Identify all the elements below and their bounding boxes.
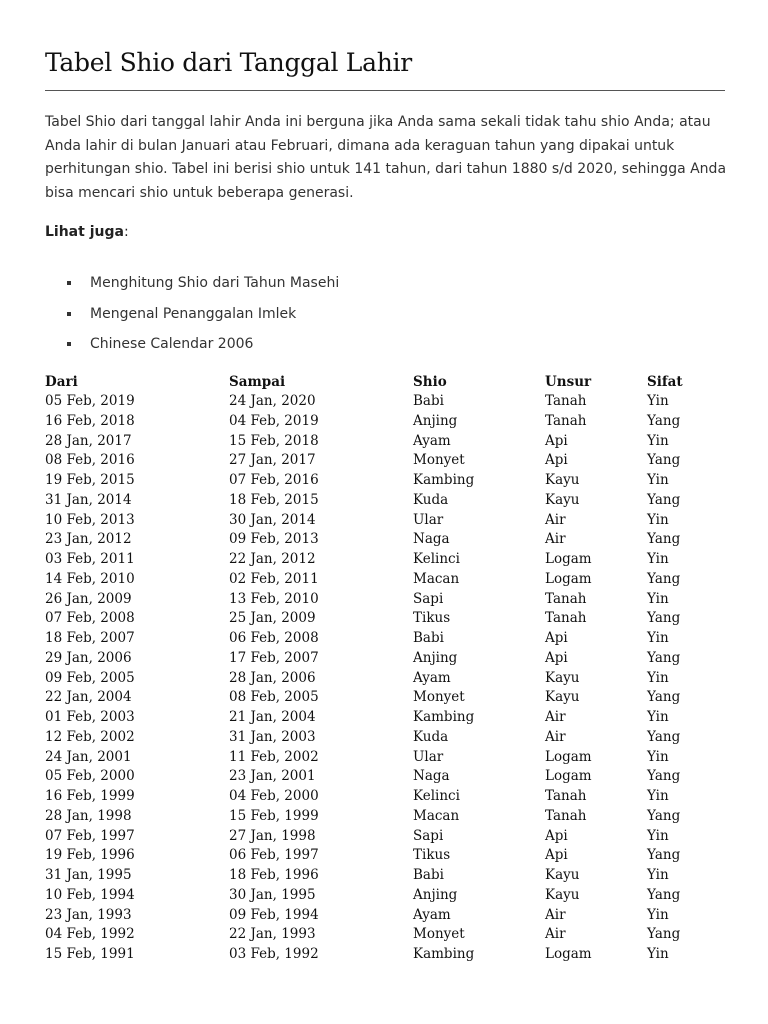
see-also-list — [45, 271, 339, 363]
table-row — [45, 767, 725, 787]
cell-dari: 01 Feb, 2003 — [45, 709, 135, 725]
cell-sampai: 15 Feb, 1999 — [229, 807, 319, 824]
table-row — [45, 688, 725, 708]
cell-unsur: Kayu — [545, 491, 580, 508]
cell-shio: Babi — [413, 867, 444, 883]
cell-sifat: Yin — [647, 590, 669, 607]
cell-sampai: 27 Jan, 1998 — [229, 827, 316, 844]
cell-unsur: Logam — [545, 748, 592, 765]
cell-unsur: Kayu — [545, 689, 580, 706]
cell-dari: 18 Feb, 2007 — [45, 630, 135, 646]
cell-sifat: Yin — [647, 788, 669, 804]
table-row — [45, 629, 725, 649]
cell-unsur: Tanah — [545, 590, 587, 607]
cell-sampai: 06 Feb, 1997 — [229, 847, 319, 864]
cell-sampai: 08 Feb, 2005 — [229, 689, 319, 706]
cell-sifat: Yang — [647, 531, 681, 548]
cell-shio: Ular — [413, 748, 444, 765]
table-row — [45, 728, 725, 748]
table-row — [45, 412, 725, 432]
cell-sifat: Yang — [647, 926, 681, 943]
cell-unsur: Tanah — [545, 788, 587, 804]
header-sifat: Sifat — [647, 374, 683, 390]
table-row — [45, 471, 725, 491]
cell-unsur: Logam — [545, 768, 592, 785]
table-row — [45, 432, 725, 452]
cell-shio: Ayam — [413, 669, 451, 686]
cell-sampai: 24 Jan, 2020 — [229, 393, 316, 409]
cell-dari: 05 Feb, 2019 — [45, 393, 135, 409]
table-row — [45, 886, 725, 906]
cell-shio: Ayam — [413, 432, 451, 449]
cell-dari: 29 Jan, 2006 — [45, 649, 132, 666]
cell-dari: 16 Feb, 2018 — [45, 412, 135, 429]
cell-dari: 28 Jan, 1998 — [45, 807, 132, 824]
cell-sampai: 03 Feb, 1992 — [229, 946, 319, 962]
cell-unsur: Air — [545, 511, 566, 528]
cell-sifat: Yang — [647, 886, 681, 903]
cell-sampai: 18 Feb, 1996 — [229, 867, 319, 883]
cell-unsur: Api — [545, 630, 568, 646]
cell-sampai: 07 Feb, 2016 — [229, 472, 319, 488]
cell-sifat: Yang — [647, 412, 681, 429]
cell-sifat: Yang — [647, 649, 681, 666]
cell-unsur: Air — [545, 926, 566, 943]
cell-dari: 22 Jan, 2004 — [45, 689, 132, 706]
cell-sifat: Yin — [647, 630, 669, 646]
cell-unsur: Api — [545, 827, 568, 844]
cell-sampai: 28 Jan, 2006 — [229, 669, 316, 686]
cell-dari: 04 Feb, 1992 — [45, 926, 135, 943]
cell-shio: Kelinci — [413, 551, 460, 567]
see-also-label: Lihat juga — [45, 224, 124, 240]
cell-sifat: Yin — [647, 867, 669, 883]
cell-dari: 23 Jan, 2012 — [45, 531, 132, 548]
table-row — [45, 827, 725, 847]
table-row — [45, 649, 725, 669]
cell-dari: 09 Feb, 2005 — [45, 669, 135, 686]
cell-dari: 19 Feb, 2015 — [45, 472, 135, 488]
header-sampai: Sampai — [229, 374, 286, 390]
cell-sampai: 18 Feb, 2015 — [229, 491, 319, 508]
table-row — [45, 609, 725, 629]
cell-shio: Ayam — [413, 906, 451, 923]
cell-unsur: Kayu — [545, 472, 580, 488]
cell-sampai: 27 Jan, 2017 — [229, 452, 316, 469]
cell-shio: Ular — [413, 511, 444, 528]
intro-paragraph: Tabel Shio dari tanggal lahir Anda ini berguna jika Anda sama sekali tidak tahu shio Anda; atau Anda lahir di bulan Januari atau Februari, dimana ada keraguan tahun yang dipakai untuk perhitungan shio. Tabel ini berisi shio untuk 141 tahun, dari tahun 1880 s/d 2020, sehingga Anda bisa mencari shio untuk beberapa generasi. — [45, 114, 727, 201]
cell-shio: Babi — [413, 630, 444, 646]
cell-shio: Macan — [413, 570, 460, 587]
cell-sampai: 06 Feb, 2008 — [229, 630, 319, 646]
cell-sifat: Yin — [647, 827, 669, 844]
cell-sifat: Yin — [647, 472, 669, 488]
table-row — [45, 708, 725, 728]
cell-unsur: Air — [545, 531, 566, 548]
cell-sampai: 17 Feb, 2007 — [229, 649, 319, 666]
table-row — [45, 491, 725, 511]
header-shio: Shio — [413, 374, 447, 390]
cell-dari: 03 Feb, 2011 — [45, 551, 135, 567]
cell-sifat: Yang — [647, 807, 681, 824]
cell-unsur: Api — [545, 432, 568, 449]
cell-shio: Monyet — [413, 452, 465, 469]
cell-shio: Anjing — [413, 886, 458, 903]
cell-unsur: Tanah — [545, 393, 587, 409]
link-chinese-calendar[interactable]: Chinese Calendar 2006 — [45, 332, 339, 363]
cell-dari: 31 Jan, 2014 — [45, 491, 132, 508]
cell-shio: Babi — [413, 393, 444, 409]
cell-sifat: Yin — [647, 669, 669, 686]
cell-dari: 31 Jan, 1995 — [45, 867, 132, 883]
cell-unsur: Air — [545, 728, 566, 745]
cell-sampai: 23 Jan, 2001 — [229, 768, 316, 785]
shio-table — [45, 372, 725, 965]
cell-sampai: 11 Feb, 2002 — [229, 748, 319, 765]
cell-unsur: Tanah — [545, 807, 587, 824]
cell-dari: 10 Feb, 2013 — [45, 511, 135, 528]
cell-dari: 15 Feb, 1991 — [45, 946, 135, 962]
table-header-row — [45, 372, 725, 392]
table-row — [45, 906, 725, 926]
table-row — [45, 925, 725, 945]
cell-dari: 10 Feb, 1994 — [45, 886, 135, 903]
cell-unsur: Logam — [545, 570, 592, 587]
table-row — [45, 846, 725, 866]
header-unsur: Unsur — [545, 374, 592, 390]
cell-unsur: Api — [545, 452, 568, 469]
cell-dari: 16 Feb, 1999 — [45, 788, 135, 804]
cell-sifat: Yang — [647, 728, 681, 745]
cell-shio: Kambing — [413, 709, 475, 725]
table-row — [45, 570, 725, 590]
cell-dari: 07 Feb, 2008 — [45, 610, 135, 627]
cell-sifat: Yin — [647, 748, 669, 765]
table-row — [45, 511, 725, 531]
table-row — [45, 550, 725, 570]
cell-unsur: Api — [545, 649, 568, 666]
cell-sampai: 22 Jan, 1993 — [229, 926, 316, 943]
cell-shio: Monyet — [413, 689, 465, 706]
table-row — [45, 392, 725, 412]
table-row — [45, 807, 725, 827]
cell-sampai: 02 Feb, 2011 — [229, 570, 319, 587]
cell-sifat: Yang — [647, 689, 681, 706]
cell-sifat: Yang — [647, 491, 681, 508]
cell-sampai: 30 Jan, 1995 — [229, 886, 316, 903]
cell-shio: Kuda — [413, 491, 449, 508]
cell-sampai: 13 Feb, 2010 — [229, 590, 319, 607]
table-body — [45, 392, 725, 965]
cell-dari: 23 Jan, 1993 — [45, 906, 132, 923]
cell-shio: Naga — [413, 768, 450, 785]
cell-dari: 24 Jan, 2001 — [45, 748, 132, 765]
cell-unsur: Air — [545, 906, 566, 923]
table-row — [45, 669, 725, 689]
title-divider — [45, 90, 725, 91]
table-row — [45, 748, 725, 768]
cell-sifat: Yin — [647, 709, 669, 725]
cell-dari: 28 Jan, 2017 — [45, 432, 132, 449]
cell-unsur: Air — [545, 709, 566, 725]
cell-dari: 26 Jan, 2009 — [45, 590, 132, 607]
cell-shio: Macan — [413, 807, 460, 824]
cell-unsur: Logam — [545, 551, 592, 567]
cell-shio: Anjing — [413, 412, 458, 429]
cell-sifat: Yang — [647, 610, 681, 627]
cell-unsur: Tanah — [545, 610, 587, 627]
cell-sampai: 21 Jan, 2004 — [229, 709, 316, 725]
cell-unsur: Tanah — [545, 412, 587, 429]
cell-dari: 12 Feb, 2002 — [45, 728, 135, 745]
link-menghitung-shio[interactable]: Menghitung Shio dari Tahun Masehi — [45, 271, 339, 302]
cell-unsur: Kayu — [545, 669, 580, 686]
cell-unsur: Logam — [545, 946, 592, 962]
table-row — [45, 945, 725, 965]
see-also-colon: : — [123, 224, 129, 240]
table-row — [45, 866, 725, 886]
cell-sampai: 22 Jan, 2012 — [229, 551, 316, 567]
cell-dari: 05 Feb, 2000 — [45, 768, 135, 785]
cell-sampai: 04 Feb, 2019 — [229, 412, 319, 429]
cell-sampai: 04 Feb, 2000 — [229, 788, 319, 804]
cell-sifat: Yin — [647, 511, 669, 528]
cell-shio: Kambing — [413, 946, 475, 962]
cell-dari: 19 Feb, 1996 — [45, 847, 135, 864]
cell-shio: Naga — [413, 531, 450, 548]
cell-sampai: 25 Jan, 2009 — [229, 610, 316, 627]
cell-shio: Sapi — [413, 827, 444, 844]
cell-sifat: Yang — [647, 570, 681, 587]
cell-shio: Kelinci — [413, 788, 460, 804]
cell-shio: Sapi — [413, 590, 444, 607]
see-also-heading — [45, 224, 129, 240]
header-dari: Dari — [45, 374, 78, 390]
cell-sifat: Yin — [647, 906, 669, 923]
cell-shio: Kambing — [413, 472, 475, 488]
cell-unsur: Kayu — [545, 867, 580, 883]
cell-sifat: Yin — [647, 551, 669, 567]
cell-sampai: 31 Jan, 2003 — [229, 728, 316, 745]
cell-sifat: Yang — [647, 768, 681, 785]
table-row — [45, 530, 725, 550]
cell-shio: Tikus — [413, 610, 451, 627]
cell-sampai: 30 Jan, 2014 — [229, 511, 316, 528]
page-title: Tabel Shio dari Tanggal Lahir — [45, 48, 412, 77]
link-penanggalan-imlek[interactable]: Mengenal Penanggalan Imlek — [45, 302, 339, 333]
cell-unsur: Api — [545, 847, 568, 864]
table-row — [45, 787, 725, 807]
cell-sifat: Yin — [647, 393, 669, 409]
cell-unsur: Kayu — [545, 886, 580, 903]
cell-sifat: Yang — [647, 847, 681, 864]
cell-dari: 14 Feb, 2010 — [45, 570, 135, 587]
cell-sifat: Yang — [647, 452, 681, 469]
cell-sifat: Yin — [647, 432, 669, 449]
cell-shio: Tikus — [413, 847, 451, 864]
cell-sampai: 09 Feb, 1994 — [229, 906, 319, 923]
cell-shio: Anjing — [413, 649, 458, 666]
cell-dari: 08 Feb, 2016 — [45, 452, 135, 469]
table-row — [45, 451, 725, 471]
cell-sampai: 09 Feb, 2013 — [229, 531, 319, 548]
cell-dari: 07 Feb, 1997 — [45, 827, 135, 844]
cell-sifat: Yin — [647, 946, 669, 962]
cell-shio: Kuda — [413, 728, 449, 745]
cell-shio: Monyet — [413, 926, 465, 943]
cell-sampai: 15 Feb, 2018 — [229, 432, 319, 449]
table-row — [45, 590, 725, 610]
